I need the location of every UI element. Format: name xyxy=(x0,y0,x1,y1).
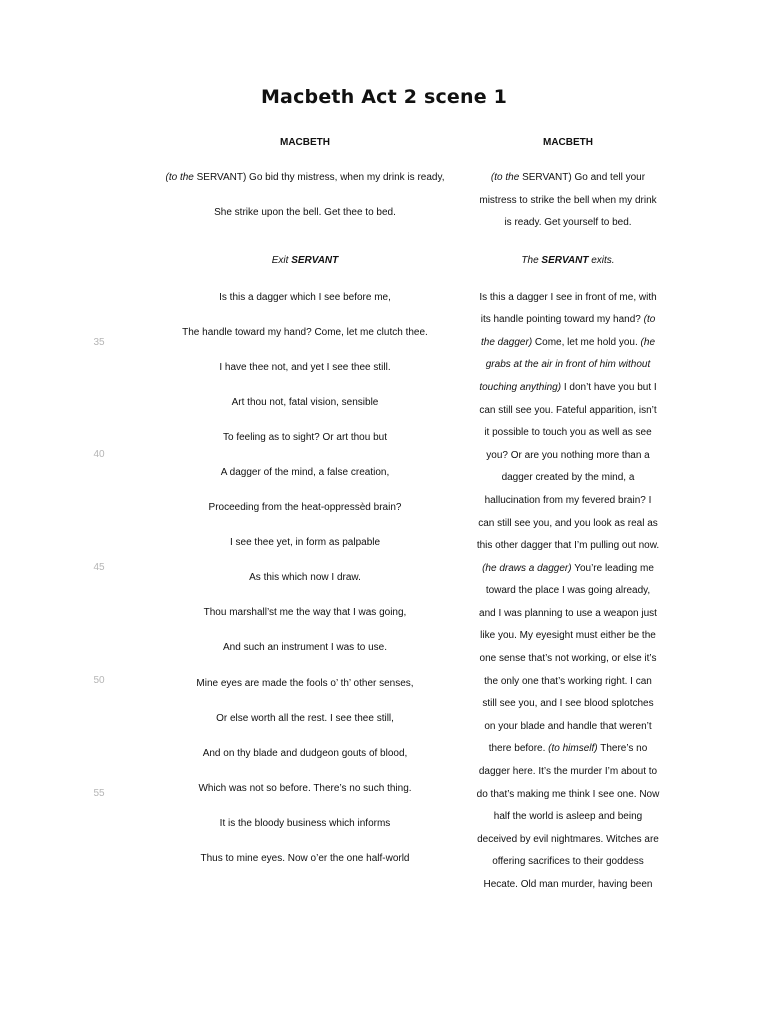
original-line: Thou marshall’st me the way that I was going, xyxy=(203,607,407,618)
modern-line: is ready. Get yourself to bed. xyxy=(504,217,632,228)
line-number: 40 xyxy=(93,449,105,460)
modern-stage-direction: The SERVANT exits. xyxy=(521,255,615,266)
modern-line: one sense that’s not working, or else it’s xyxy=(479,653,657,664)
modern-line: touching anything) I don’t have you but I xyxy=(479,382,657,393)
original-line: And such an instrument I was to use. xyxy=(223,642,387,653)
modern-line: the only one that’s working right. I can xyxy=(484,676,652,687)
modern-line: there before. (to himself) There’s no xyxy=(488,743,648,754)
modern-line: and I was planning to use a weapon just xyxy=(479,608,657,619)
original-line: She strike upon the bell. Get thee to bed. xyxy=(214,207,396,218)
original-line: The handle toward my hand? Come, let me clutch thee. xyxy=(182,327,428,338)
modern-line: mistress to strike the bell when my drink xyxy=(479,195,657,206)
modern-line: hallucination from my fevered brain? I xyxy=(484,495,652,506)
modern-line: you? Or are you nothing more than a xyxy=(486,450,650,461)
line-number: 45 xyxy=(93,562,105,573)
original-line: To feeling as to sight? Or art thou but xyxy=(223,432,387,443)
modern-line: it possible to touch you as well as see xyxy=(484,427,652,438)
modern-line: do that’s making me think I see one. Now xyxy=(476,789,660,800)
original-stage-direction: Exit SERVANT xyxy=(271,255,339,266)
original-line: It is the bloody business which informs xyxy=(219,818,391,829)
modern-line: toward the place I was going already, xyxy=(485,585,651,596)
original-line: I see thee yet, in form as palpable xyxy=(229,537,381,548)
modern-line: the dagger) Come, let me hold you. (he xyxy=(481,337,655,348)
original-line: I have thee not, and yet I see thee still. xyxy=(219,362,391,373)
modern-line: like you. My eyesight must either be the xyxy=(480,630,656,641)
modern-line: Is this a dagger I see in front of me, with xyxy=(479,292,657,303)
modern-line: on your blade and handle that weren’t xyxy=(484,721,652,732)
modern-line: grabs at the air in front of him without xyxy=(485,359,651,370)
modern-line: Hecate. Old man murder, having been xyxy=(483,879,653,890)
modern-line: can still see you. Fateful apparition, isn’t xyxy=(479,405,657,416)
document-title: Macbeth Act 2 scene 1 xyxy=(260,86,508,108)
original-line: Proceeding from the heat-oppressèd brain? xyxy=(208,502,402,513)
original-column-header: MACBETH xyxy=(280,137,330,148)
modern-line: half the world is asleep and being xyxy=(493,811,643,822)
line-number: 50 xyxy=(93,675,105,686)
original-line: As this which now I draw. xyxy=(249,572,361,583)
original-line: Or else worth all the rest. I see thee still, xyxy=(216,713,394,724)
line-number: 35 xyxy=(93,337,105,348)
original-line: Mine eyes are made the fools o’ th’ other senses, xyxy=(196,678,414,689)
modern-line: (he draws a dagger) You’re leading me xyxy=(482,563,654,574)
modern-line: still see you, and I see blood splotches xyxy=(482,698,654,709)
modern-line: can still see you, and you look as real as xyxy=(478,518,658,529)
original-line: Art thou not, fatal vision, sensible xyxy=(231,397,379,408)
modern-line: deceived by evil nightmares. Witches are xyxy=(477,834,659,845)
modern-line: (to the SERVANT) Go and tell your xyxy=(490,172,646,183)
modern-line: its handle pointing toward my hand? (to xyxy=(480,314,656,325)
modern-line: dagger here. It’s the murder I’m about to xyxy=(478,766,658,777)
original-line: A dagger of the mind, a false creation, xyxy=(220,467,390,478)
modern-line: dagger created by the mind, a xyxy=(501,472,635,483)
original-line: Thus to mine eyes. Now o’er the one half-world xyxy=(200,853,410,864)
original-line: Which was not so before. There’s no such thing. xyxy=(198,783,412,794)
original-line: And on thy blade and dudgeon gouts of blood, xyxy=(202,748,408,759)
original-line: Is this a dagger which I see before me, xyxy=(219,292,391,303)
modern-line: this other dagger that I’m pulling out now. xyxy=(476,540,660,551)
modern-column-header: MACBETH xyxy=(543,137,593,148)
original-stage-line: (to the SERVANT) Go bid thy mistress, when my drink is ready, xyxy=(165,172,445,183)
line-number: 55 xyxy=(93,788,105,799)
modern-line: offering sacrifices to their goddess xyxy=(492,856,644,867)
